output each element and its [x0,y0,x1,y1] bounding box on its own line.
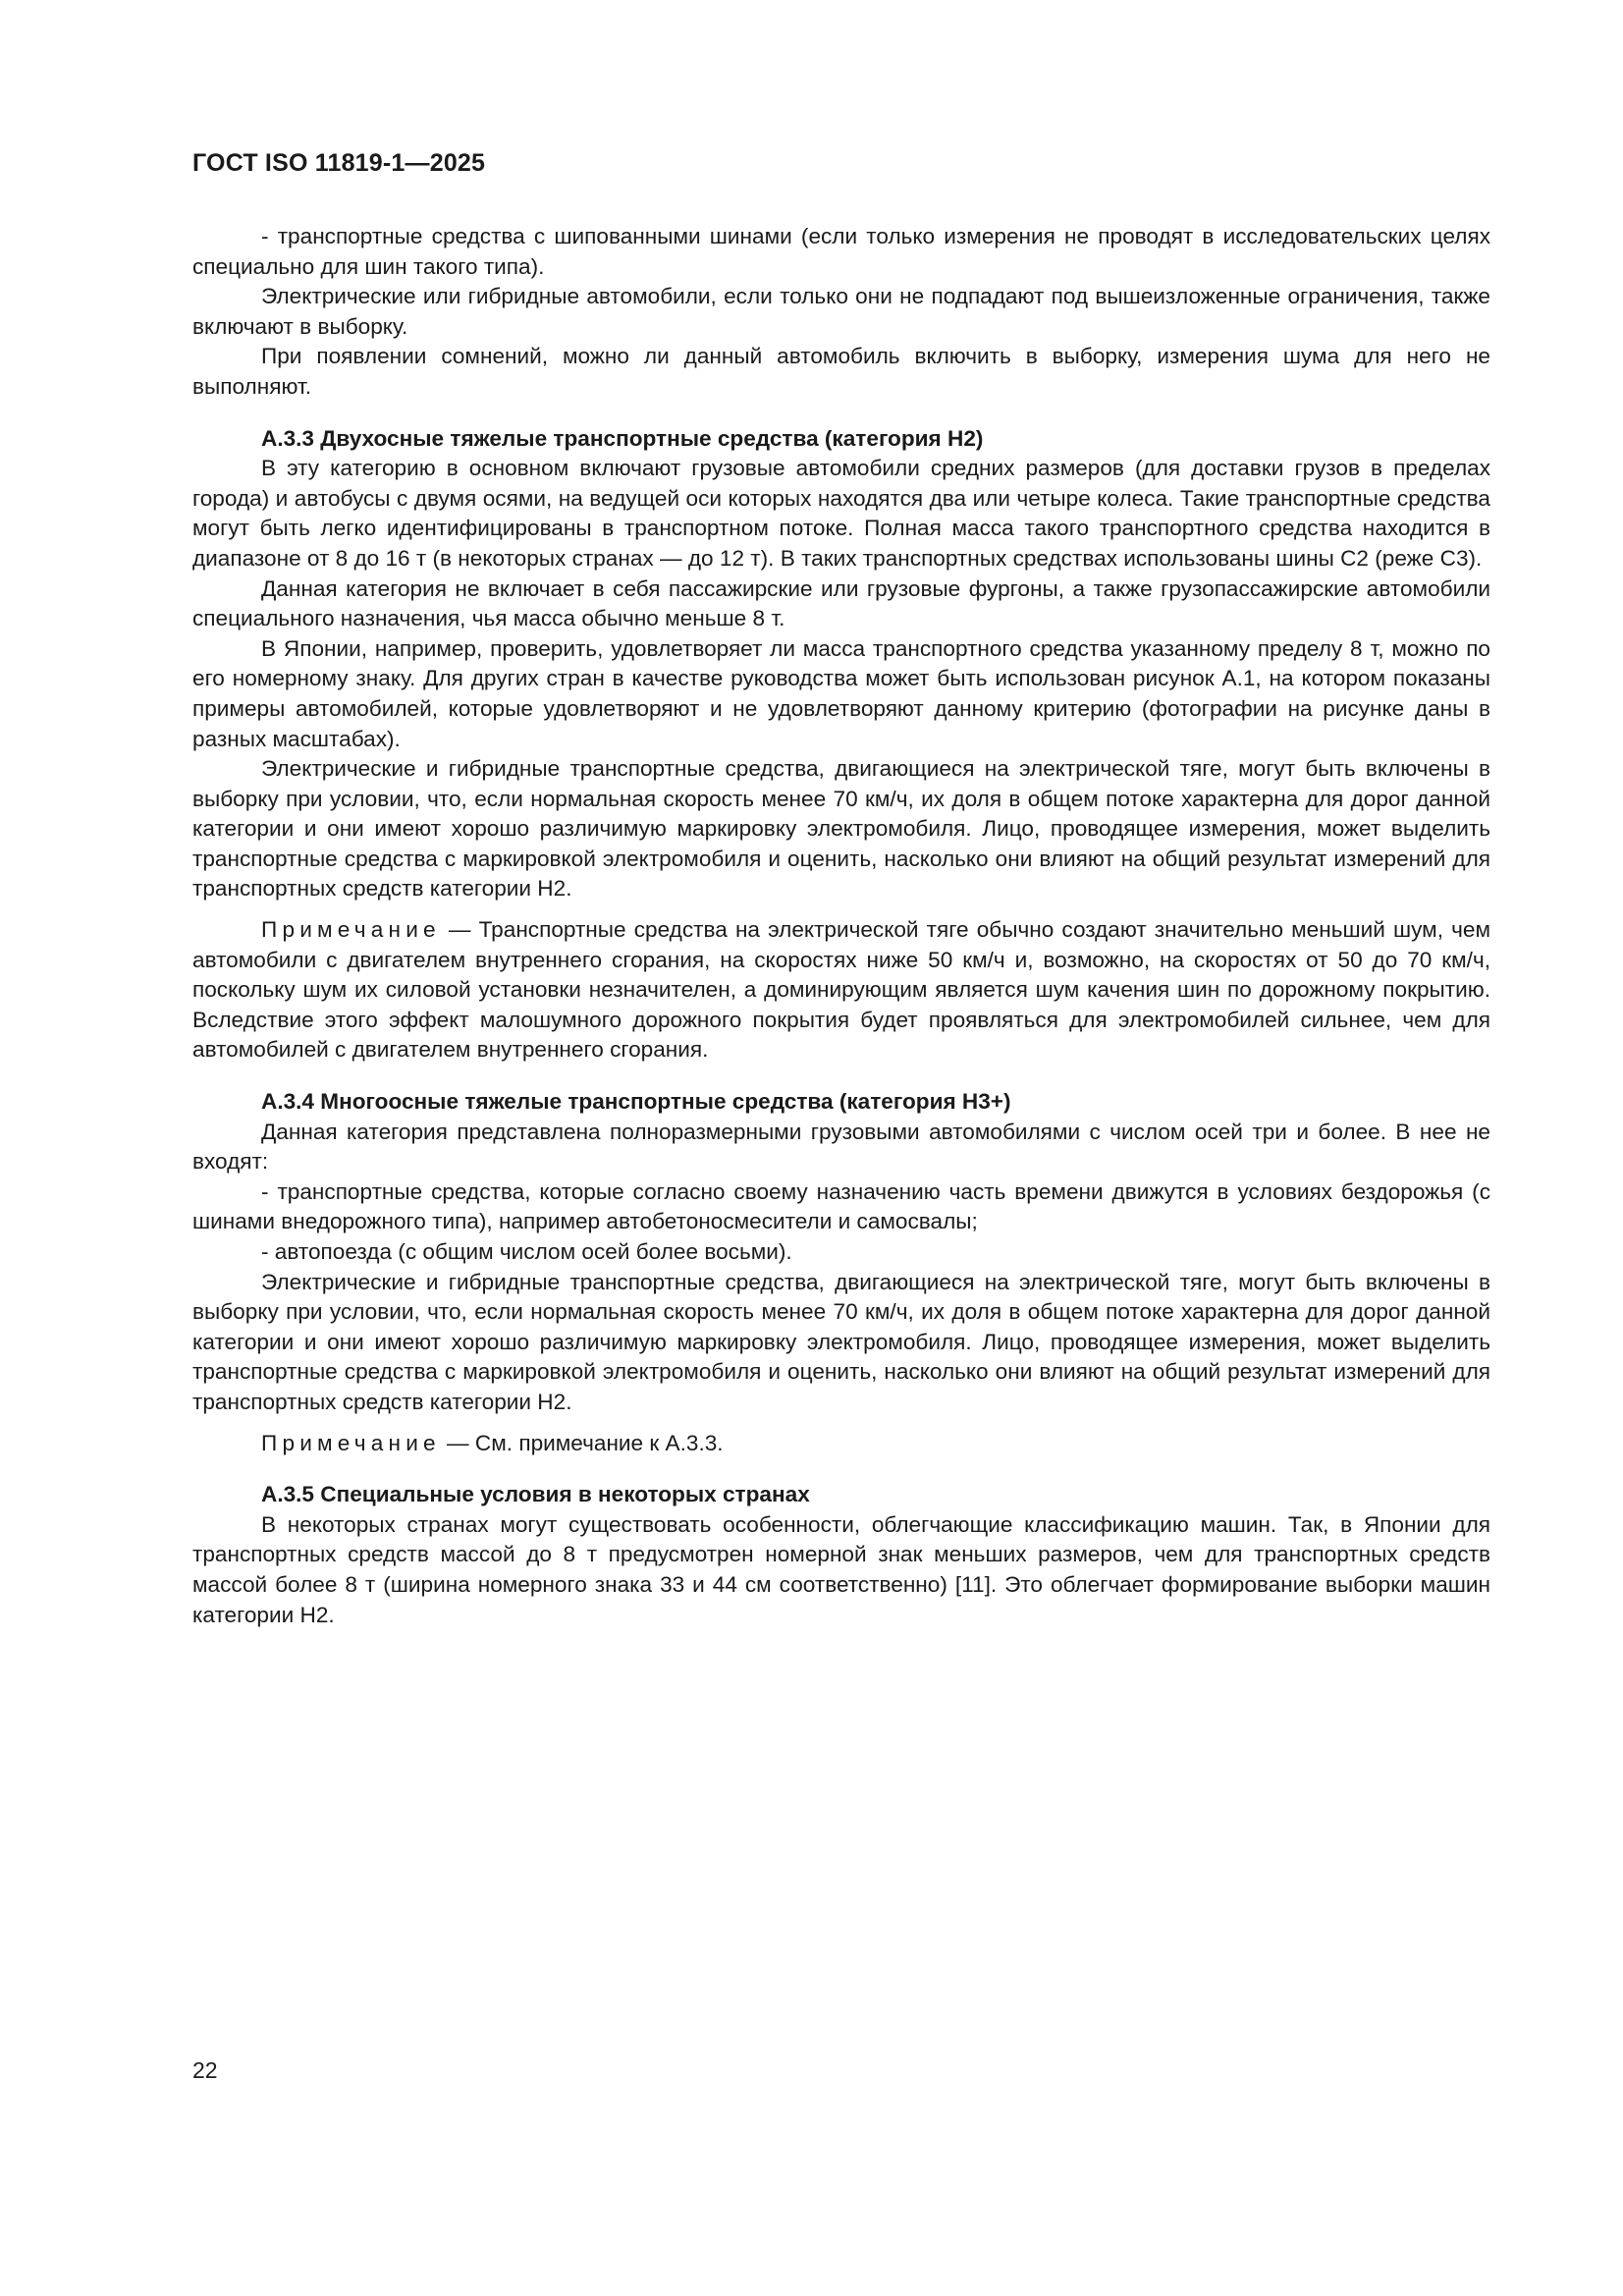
section-heading-a33: А.3.3 Двухосные тяжелые транспортные средства (категория H2) [261,425,984,451]
section-heading-a35: А.3.5 Специальные условия в некоторых странах [261,1482,810,1507]
section-a35-paragraph: В некоторых странах могут существовать особенности, облегчающие классификацию машин. Так, в Японии для транспортных средств массой до 8 т предусмотрен номерной знак меньших размеров, чем для транспортных средств массой более 8 т (ширина номерного знака 33 и 44 см соответственно) [11]. Это облегчает формирование выборки машин категории H2. [192,1511,1490,1627]
section-a33-paragraph: В Японии, например, проверить, удовлетворяет ли масса транспортного средства указанному пределу 8 т, можно по его номерному знаку. Для других стран в качестве руководства может быть использован рисунок А.1, на котором показаны примеры автомобилей, которые удовлетворяют и не удовлетворяют данному критерию (фотографии на рисунке даны в разных масштабах). [192,635,1490,751]
section-heading-a34: А.3.4 Многоосные тяжелые транспортные средства (категория H3+) [261,1089,1011,1115]
section-a34-paragraph: Электрические и гибридные транспортные средства, двигающиеся на электрической тяге, могут быть включены в выборку при условии, что, если нормальная скорость менее 70 км/ч, их доля в общем потоке характерна для дорог данной категории и они имеют хорошо различимую маркировку электромобиля. Лицо, проводящее измерения, может выделить транспортные средства с маркировкой электромобиля и оценить, насколько они влияют на общий результат измерений для транспортных средств категории H2. [192,1269,1490,1414]
note-text: — См. примечание к А.3.3. [440,1430,724,1455]
section-a34-paragraph: - автопоезда (с общим числом осей более восьми). [261,1239,792,1264]
paragraph-doubt: При появлении сомнений, можно ли данный автомобиль включить в выборку, измерения шума для него не выполняют. [192,344,1490,399]
paragraph-electric-hybrid: Электрические или гибридные автомобили, если только они не подпадают под вышеизложенные ограничения, также включают в выборку. [192,284,1490,339]
note-text: — Транспортные средства на электрической тяге обычно создают значительно меньший шум, чем автомобили с двигателем внутреннего сгорания, на скоростях ниже 50 км/ч и, возможно, на скоростях от 50 до 70 км/ч, поскольку шум их силовой установки незначителен, а доминирующим является шум качения шин по дорожному покрытию. Вследствие этого эффект малошумного дорожного покрытия будет проявляться для электромобилей сильнее, чем для автомобилей с двигателем внутреннего сгорания. [192,917,1490,1063]
note-label: Примечание [261,917,441,943]
section-a33-note [192,915,1490,1066]
note-label: Примечание [261,1430,441,1455]
section-a34-note [192,1429,1490,1459]
document-header: ГОСТ ISO 11819-1—2025 [192,149,486,177]
section-a33-paragraph: Электрические и гибридные транспортные средства, двигающиеся на электрической тяге, могут быть включены в выборку при условии, что, если нормальная скорость менее 70 км/ч, их доля в общем потоке характерна для дорог данной категории и они имеют хорошо различимую маркировку электромобиля. Лицо, проводящее измерения, может выделить транспортные средства с маркировкой электромобиля и оценить, насколько они влияют на общий результат измерений для транспортных средств категории H2. [192,756,1490,902]
page-number: 22 [192,2057,218,2083]
section-a33-paragraph: В эту категорию в основном включают грузовые автомобили средних размеров (для доставки грузов в пределах города) и автобусы с двумя осями, на ведущей оси которых находятся два или четыре колеса. Такие транспортные средства могут быть легко идентифицированы в транспортном потоке. Полная масса такого транспортного средства находится в диапазоне от 8 до 16 т (в некоторых странах — до 12 т). В таких транспортных средствах использованы шины С2 (реже С3). [192,456,1490,571]
section-a33-paragraph: Данная категория не включает в себя пассажирские или грузовые фургоны, а также грузопассажирские автомобили специального назначения, чья масса обычно меньше 8 т. [192,575,1490,631]
paragraph-studded-tires: - транспортные средства с шипованными шинами (если только измерения не проводят в исследовательских целях специально для шин такого типа). [192,224,1490,279]
section-a34-paragraph: Данная категория представлена полноразмерными грузовыми автомобилями с числом осей три и более. В нее не входят: [192,1119,1490,1175]
section-a34-paragraph: - транспортные средства, которые согласно своему назначению часть времени движутся в условиях бездорожья (с шинами внедорожного типа), например автобетоносмесители и самосвалы; [192,1178,1490,1234]
document-body [192,222,1490,1630]
